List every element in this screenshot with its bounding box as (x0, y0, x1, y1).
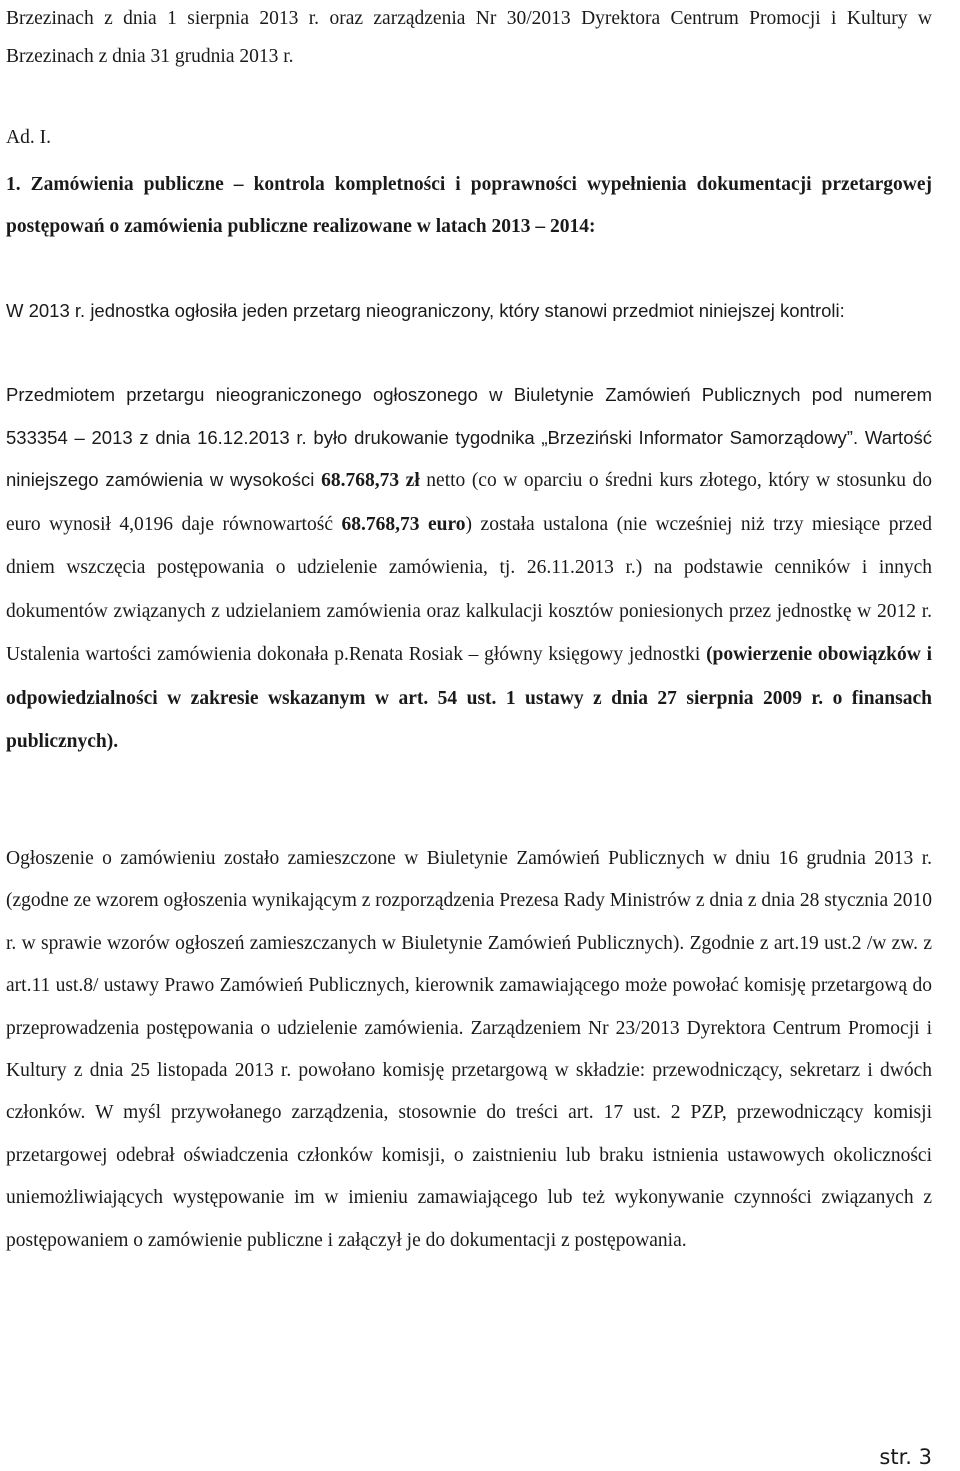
paragraph-jednostka: W 2013 r. jednostka ogłosiła jeden przetarg nieograniczony, który stanowi przedmiot niniejszej kontroli: (6, 300, 845, 321)
section-ad-label: Ad. I. (6, 127, 51, 148)
paragraph-przedmiot-part3: ) została ustalona (nie wcześniej niż trzy miesiące przed dniem wszczęcia postępowania o udzielenie zamówienia, tj. 26.11.2013 r.) na podstawie cenników i innych dokumentów związanych z udzielaniem zamówienia oraz kalkulacji kosztów poniesionych przez jednostkę w 2012 r. Ustalenia wartości zamówienia dokonała p.Renata Rosiak – główny księgowy jednostki (6, 513, 933, 665)
section-heading: 1. Zamówienia publiczne – kontrola kompletności i poprawności wypełnienia dokumentacji przetargowej postępowań o zamówienia publiczne realizowane w latach 2013 – 2014: (6, 174, 932, 237)
paragraph-przedmiot (6, 374, 932, 764)
value-zl: 68.768,73 zł (321, 470, 420, 491)
page-number: str. 3 (879, 1445, 932, 1469)
paragraph-ogloszenie: Ogłoszenie o zamówieniu zostało zamieszczone w Biuletynie Zamówień Publicznych w dniu 16 grudnia 2013 r. (zgodne ze wzorem ogłoszenia wynikającym z rozporządzenia Prezesa Rady Ministrów z dnia z dnia 28 stycznia 2010 r. w sprawie wzorów ogłoszeń zamieszczanych w Biuletynie Zamówień Publicznych). Zgodnie z art.19 ust.2 /w zw. z art.11 ust.8/ ustawy Prawo Zamówień Publicznych, kierownik zamawiającego może powołać komisję przetargową do przeprowadzenia postępowania o udzielenie zamówienia. Zarządzeniem Nr 23/2013 Dyrektora Centrum Promocji i Kultury z dnia 25 listopada 2013 r. powołano komisję przetargową w składzie: przewodniczący, sekretarz i dwóch członków. W myśl przywołanego zarządzenia, stosownie do treści art. 17 ust. 2 PZP, przewodniczący komisji przetargowej odebrał oświadczenia członków komisji, o zaistnieniu lub braku istnienia ustawowych okoliczności uniemożliwiających występowanie im w imieniu zamawiającego lub też wykonywanie czynności związanych z postępowaniem o zamówienie publiczne i załączył je do dokumentacji z postępowania. (6, 848, 932, 1251)
paragraph-przedmiot-part1: Przedmiotem przetargu nieograniczonego ogłoszonego w Biuletynie Zamówień Publicznych pod numerem 533354 – 2013 z dnia 16.12.2013 r. było drukowanie tygodnika „Brzeziński Informator Samorządowy”. Wartość niniejszego zamówienia w wysokości (6, 384, 932, 490)
intro-paragraph: Brzezinach z dnia 1 sierpnia 2013 r. oraz zarządzenia Nr 30/2013 Dyrektora Centrum Promocji i Kultury w Brzezinach z dnia 31 grudnia 2013 r. (6, 8, 932, 67)
value-euro: 68.768,73 euro (341, 513, 466, 535)
legal-reference: (powierzenie obowiązków i odpowiedzialności w zakresie wskazanym w art. 54 ust. 1 ustawy z dnia 27 sierpnia 2009 r. o finansach publicznych). (6, 644, 932, 752)
paragraph-przedmiot-part2: netto (co w oparciu o średni kurs złotego, który w stosunku do euro wynosił 4,0196 daje równowartość (6, 470, 933, 535)
